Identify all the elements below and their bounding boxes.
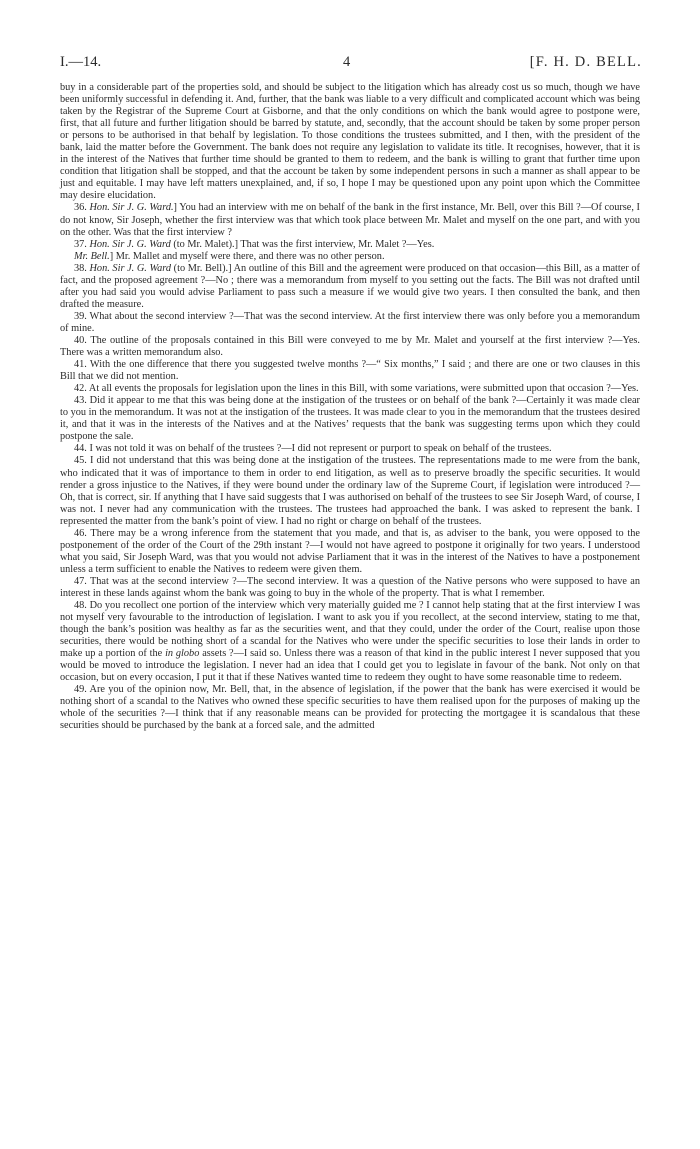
speaker-name: Hon. Sir J. G. Ward: [89, 262, 172, 274]
paragraph: 36. Hon. Sir J. G. Ward.] You had an interview with me on behalf of the bank in the first instance, Mr. Bell, over this Bill ?—Of course, I do not know, Sir Joseph, whether the first interview was that which took place between Mr. Malet and myself on the one part, and with you on the other. Was that the first interview ?: [60, 202, 640, 238]
paragraph: 41. With the one difference that there you suggested twelve months ?—“ Six months,” I said ; and there are one or two clauses in this Bill that we did not mention.: [60, 359, 640, 383]
paragraph: Mr. Bell.] Mr. Mallet and myself were there, and there was no other person.: [74, 250, 385, 262]
paragraph: 44. I was not told it was on behalf of the trustees ?—I did not represent or purport to speak on behalf of the trustees.: [74, 443, 552, 455]
paragraph: 45. I did not understand that this was being done at the instigation of the trustees. The representations made to me were from the bank, who indicated that it was of importance to them in order to end litigation, as well as to preserve broadly the specific securities. It would render a gross injustice to the Natives, if they were bound under the ordinary law of the Supreme Court, if legislation were introduced ?—Oh, that is correct, sir. If anything that I have said suggests that I was authorised on behalf of the trustees to see Sir Joseph Ward, of course, I was not. I never had any communication with the trustees. The trustees had approached the bank. I was asked to represent the bank. I represented the matter from the bank’s point of view. I had no right or charge on behalf of the trustees.: [60, 455, 640, 527]
speaker-name: Hon. Sir J. G. Ward: [89, 238, 171, 250]
paragraph: 38. Hon. Sir J. G. Ward (to Mr. Bell).] An outline of this Bill and the agreement were produced on that occasion—this Bill, as a matter of fact, and the proposed agreement ?—No ; there was a memorandum from myself to you setting out the facts. The Bill was not drafted until after you had said you would advise Parliament to pass such a measure if we would give two years. I then consulted the bank, and then drafted the measure.: [60, 262, 640, 310]
paragraph: 43. Did it appear to me that this was being done at the instigation of the trustees or on behalf of the bank ?—Certainly it was made clear to you in the memorandum. It was not at the instigation of the trustees. It was made clear to you in the memorandum that the trustees desired it, and that it was in the interests of the Natives and at the Natives’ requests that the bank was suggesting terms upon which they could postpone the sale.: [60, 395, 640, 443]
witness-name: [F. H. D. BELL.: [529, 54, 642, 70]
paragraph: buy in a considerable part of the properties sold, and should be subject to the litigation which has already cost us so much, though we have been uniformly successful in defending it. And, further, that the bank was liable to a very difficult and complicated account which was being taken by the Registrar of the Supreme Court at Gisborne, and that the only conditions on which the bank would agree to postpone were, first, that all future and further litigation should be barred by statute, and, secondly, that the account should be taken by some proper person or persons to be authorised in that behalf by legislation. To those conditions the trustees submitted, and I then, with the president of the bank, laid the matter before the Government. The bank does not require any legislation to validate its title. It recognises, however, that it is in the interest of the Natives that further time should be granted to them to redeem, and the bank is willing to grant that further time upon condition that litigation shall be stopped, and that the account be taken by some independent persons in such a manner as shall appear to be just and equitable. I may have left matters unexplained, and, if so, I hope I may be questioned upon any point upon which the Committee may desire elucidation.: [60, 82, 640, 202]
paragraph: 47. That was at the second interview ?—The second interview. It was a question of the Native persons who were supposed to have an interest in these lands against whom the bank was going to buy in the whole of the property. That is what I remember.: [60, 575, 640, 599]
page-number: 4: [343, 54, 351, 70]
paragraph: 48. Do you recollect one portion of the interview which very materially guided me ? I cannot help stating that at the first interview I was not myself very favourable to the introduction of legislation. I want to ask you if you recollect, at the second interview, stating to me that, though the bank’s position was healthy as far as the securities went, and that they could, under the order of the Court, realise upon those securities, there would be nothing short of a scandal for the Natives who were under the specific securities to lose their lands in order to make up a portion of the in globo assets ?—I said so. Unless there was a reason of that kind in the public interest I never supposed that you would be moved to introduce the legislation. I never had an idea that I could get you to legislate in favour of the bank. Not only on that occasion, but on every occasion, I put it that if these Natives wanted time to redeem they ought to have some reasonable time to redeem.: [60, 600, 640, 684]
paragraph: 37. Hon. Sir J. G. Ward (to Mr. Malet).] That was the first interview, Mr. Malet ?—Yes.: [74, 238, 435, 250]
paragraph: 40. The outline of the proposals contained in this Bill were conveyed to me by Mr. Malet and yourself at the first interview ?—Yes. There was a written memorandum also.: [60, 334, 640, 359]
document-body: [60, 82, 640, 733]
paragraph: 42. At all events the proposals for legislation upon the lines in this Bill, with some variations, were submitted upon that occasion ?—Yes.: [74, 383, 639, 395]
paragraph: 39. What about the second interview ?—That was the second interview. At the first interview there was only before you a memorandum of mine.: [60, 310, 640, 334]
speaker-name: Mr. Bell.: [74, 250, 110, 262]
paper-reference: I.—14.: [60, 54, 102, 70]
speaker-name: Hon. Sir J. G. Ward.: [89, 202, 174, 214]
latin-phrase: in globo: [165, 648, 200, 660]
paragraph: 46. There may be a wrong inference from the statement that you made, and that is, as adviser to the bank, you were opposed to the postponement of the order of the Court of the 29th instant ?—I would not have agreed to postpone it originally for two years. I understood what you said, Sir Joseph Ward, was that you would not advise Parliament that it was in the interest of the Natives to have a postponement unless a term sufficient to enable the Natives to redeem were given them.: [60, 527, 640, 575]
page-header: [60, 54, 642, 74]
paragraph: 49. Are you of the opinion now, Mr. Bell, that, in the absence of legislation, if the power that the bank has were exercised it would be nothing short of a scandal to the Natives who owned these specific securities to have them realised upon for the purposes of making up the whole of the securities ?—I think that if any reasonable means can be provided for protecting the mortgagee it is scandalous that these securities should be purchased by the bank at a forced sale, and the admitted: [60, 684, 640, 732]
